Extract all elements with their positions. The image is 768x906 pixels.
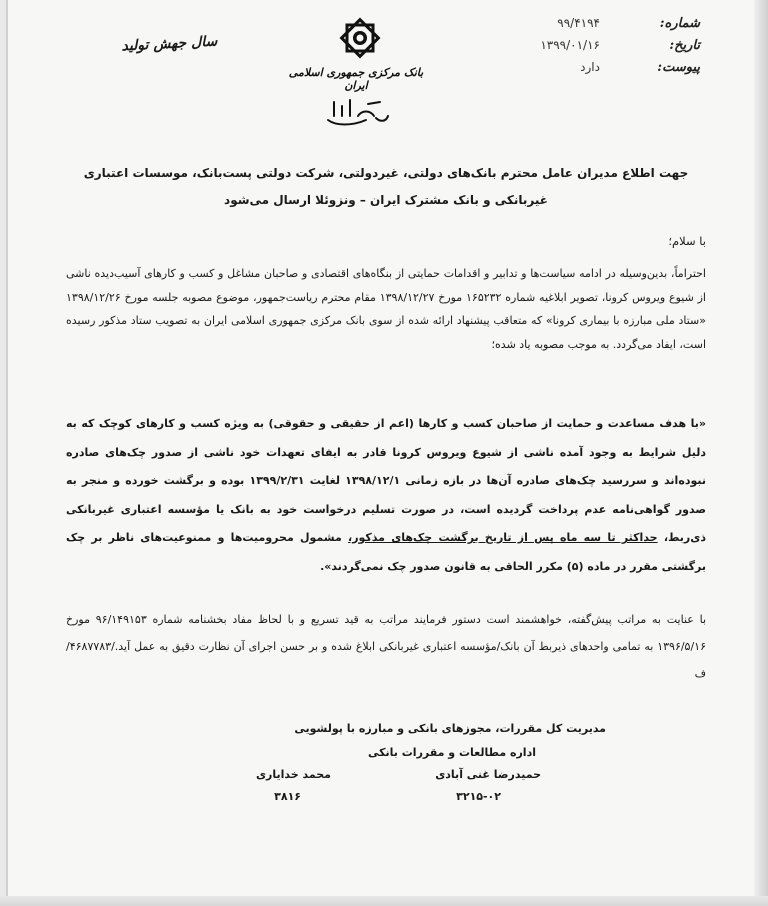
attachment-row (460, 60, 700, 82)
decree-quote-underlined: حداکثر تا سه ماه پس از تاریخ برگشت چک‌های مذکور، (348, 531, 658, 544)
date-value: ۱۳۹۹/۰۱/۱۶ (540, 38, 600, 52)
date-label: تاریخ: (669, 38, 700, 53)
paragraph-2: با عنایت به مراتب پیش‌گفته، خواهشمند است دستور فرمایند مراتب به قید تسریع و با لحاظ مفاد بخشنامه شماره ۹۶/۱۴۹۱۵۳ مورخ ۱۳۹۶/۵/۱۶ به تمامی واحدهای ذیربط آن بانک/مؤسسه اعتباری غیربانکی ابلاغ شده و بر حسن اجرای آن نظارت دقیق به عمل آید./۴۶۸۷۷۸۳/ف (66, 613, 707, 680)
basmala-calligraphy (322, 92, 392, 130)
signature-dept-1: مدیریت کل مقررات، مجوزهای بانکی و مبارزه با پولشویی (294, 722, 606, 735)
signature-dept-2: اداره مطالعات و مقررات بانکی (368, 746, 536, 759)
decree-quote (66, 410, 706, 581)
signer-2-name: محمد خدایاری (255, 768, 331, 781)
signer-1-code: ۳۲۱۵-۰۲ (456, 790, 501, 803)
recipients-line-2: غیربانکی و بانک مشترک ایران – ونزوئلا ارسال می‌شود (224, 193, 548, 207)
attachment-label: پیوست: (657, 60, 700, 75)
paragraph-1: احتراماً، بدین‌وسیله در ادامه سیاست‌ها و تدابیر و اقدامات حمایتی از بنگاه‌های اقتصادی و صاحبان مشاغل و کسب و کارهای آسیب‌دیده ناشی از شیوع ویروس کرونا، تصویر ابلاغیه شماره ۱۶۵۲۳۲ مورخ ۱۳۹۸/۱۲/۲۷ مقام محترم ریاست‌جمهور، موضوع مصوبه جلسه مورخ ۱۳۹۸/۱۲/۲۶ «ستاد ملی مبارزه با بیماری کرونا» که متعاقب پیشنهاد ارائه شده از سوی بانک مرکزی جمهوری اسلامی ایران به تصویب ستاد مذکور رسیده است، ایفاد می‌گردد. به موجب مصوبه یاد شده؛ (66, 267, 706, 351)
letter-page (6, 0, 756, 898)
signer-1-name: حمیدرضا غنی آبادی (435, 768, 541, 781)
signer-2-code: ۳۸۱۶ (274, 790, 301, 803)
number-row (460, 16, 700, 38)
decree-quote-part-1: «با هدف مساعدت و حمایت از صاحبان کسب و کارها (اعم از حقیقی و حقوقی) به ویژه کسب و کارهای کوچک که به دلیل شرایط به وجود آمده ناشی از شیوع ویروس کرونا قادر به ایفای تعهدات خود ناشی از صدور چک‌های صادره نبوده‌اند و سررسید چک‌های صادره آن‌ها در بازه زمانی ۱۳۹۸/۱۲/۱ لغایت ۱۳۹۹/۲/۳۱ بوده و برگشت خورده و منجر به صدور گواهی‌نامه عدم پرداخت گردیده است، در صورت تسلیم درخواست خود به بانک یا مؤسسه اعتباری غیربانکی ذی‌ربط، (66, 417, 706, 544)
central-bank-logo-icon (334, 12, 386, 64)
page-edge-shadow (754, 0, 768, 906)
number-value: ۹۹/۴۱۹۴ (557, 16, 600, 30)
page-bottom-shadow (0, 896, 768, 906)
attachment-value: دارد (580, 60, 600, 74)
recipients-line-1: جهت اطلاع مدیران عامل محترم بانک‌های دولتی، غیردولتی، شرکت دولتی پست‌بانک، موسسات اعتباری (83, 166, 689, 180)
date-row (460, 38, 700, 60)
decree-quote-part-2: مشمول محرومیت‌ها و ممنوعیت‌های ناظر بر چک برگشتی مقرر در ماده (۵) مکرر الحاقی به قانون صدور چک نمی‌گردند». (66, 531, 706, 573)
bank-name: بانک مرکزی جمهوری اسلامی ایران (288, 66, 424, 92)
number-label: شماره: (659, 16, 700, 31)
letter-meta (460, 16, 700, 82)
recipients-block (66, 160, 706, 214)
greeting: با سلام؛ (668, 234, 706, 248)
year-slogan: سال جهش تولید (121, 33, 218, 55)
